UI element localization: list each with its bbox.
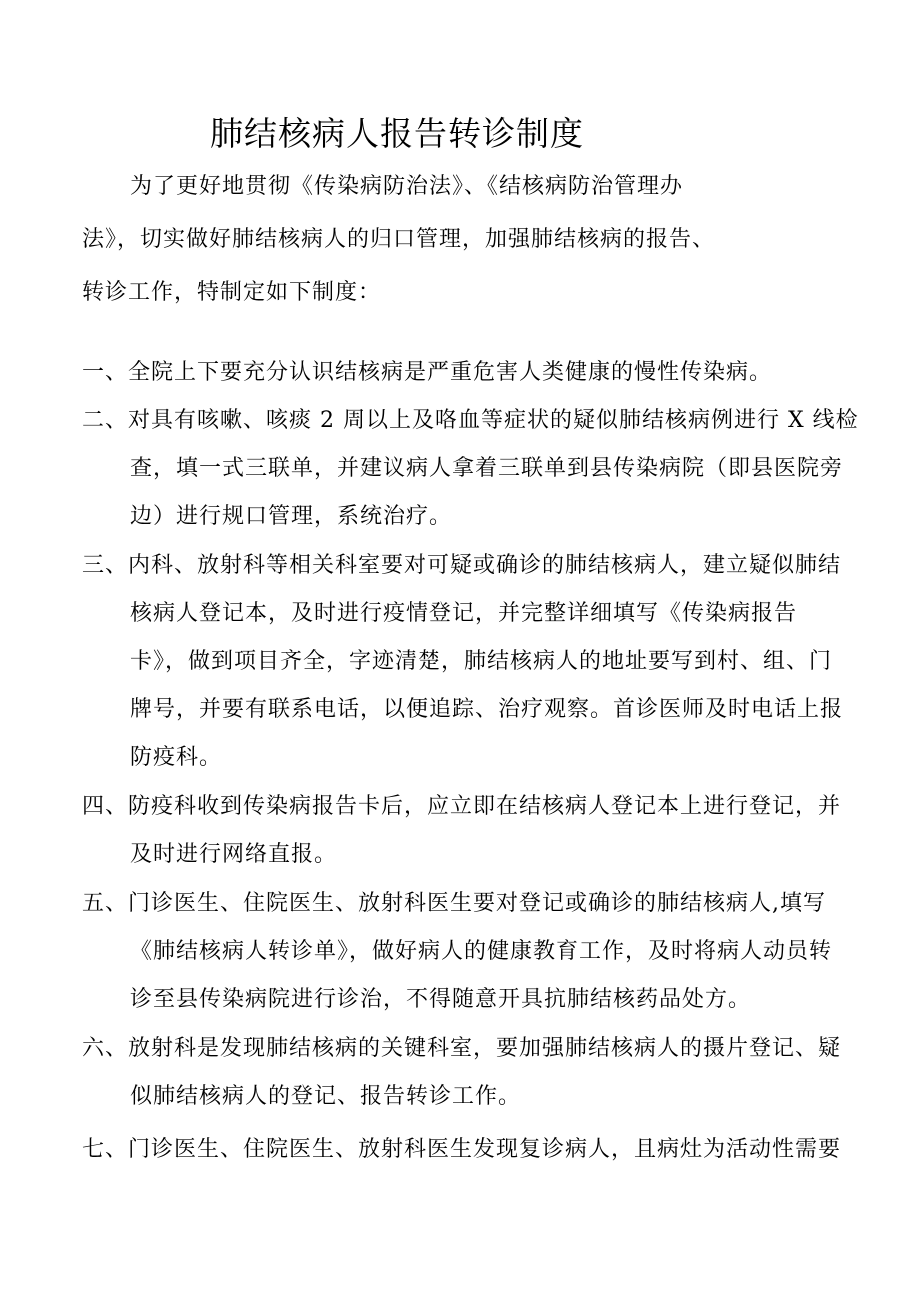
- rule-item-1-line-1: 一、全院上下要充分认识结核病是严重危害人类健康的慢性传染病。: [82, 360, 773, 385]
- document-title: 肺结核病人报告转诊制度: [210, 114, 584, 153]
- rule-item-6-line-2: 似肺结核病人的登记、报告转诊工作。: [130, 1084, 522, 1109]
- rule-item-5-line-1: 五、门诊医生、住院医生、放射科医生要对登记或确诊的肺结核病人,填写: [82, 891, 826, 916]
- rule-item-2-line-2: 查，填一式三联单，并建议病人拿着三联单到县传染病院（即县医院旁: [130, 456, 844, 481]
- rule-item-3-line-4: 牌号，并要有联系电话，以便追踪、治疗观察。首诊医师及时电话上报: [130, 697, 844, 722]
- intro-line-1: 为了更好地贯彻《传染病防治法》、《结核病防治管理办: [130, 174, 684, 199]
- rule-item-2-line-3: 边）进行规口管理，系统治疗。: [130, 504, 453, 529]
- intro-line-3: 转诊工作，特制定如下制度：: [82, 280, 382, 305]
- rule-item-5-line-3: 诊至县传染病院进行诊治，不得随意开具抗肺结核药品处方。: [130, 987, 752, 1012]
- rule-item-6-line-1: 六、放射科是发现肺结核病的关键科室，要加强肺结核病人的摄片登记、疑: [82, 1036, 842, 1061]
- rule-item-5-line-2: 《肺结核病人转诊单》，做好病人的健康教育工作，及时将病人动员转: [130, 939, 833, 964]
- rule-item-3-line-1: 三、内科、放射科等相关科室要对可疑或确诊的肺结核病人，建立疑似肺结: [82, 553, 842, 578]
- rule-item-3-line-5: 防疫科。: [130, 745, 223, 770]
- rule-item-3-line-2: 核病人登记本，及时进行疫情登记，并完整详细填写《传染病报告: [130, 601, 798, 626]
- intro-line-2: 法》，切实做好肺结核病人的归口管理，加强肺结核病的报告、: [82, 227, 716, 252]
- rule-item-7-line-1: 七、门诊医生、住院医生、放射科医生发现复诊病人，且病灶为活动性需要: [82, 1137, 842, 1162]
- rule-item-2-line-1: 二、对具有咳嗽、咳痰 2 周以上及咯血等症状的疑似肺结核病例进行 X 线检: [82, 408, 859, 433]
- rule-item-4-line-2: 及时进行网络直报。: [130, 842, 338, 867]
- rule-item-4-line-1: 四、防疫科收到传染病报告卡后，应立即在结核病人登记本上进行登记，并: [82, 794, 842, 819]
- rule-item-3-line-3: 卡》，做到项目齐全，字迹清楚，肺结核病人的地址要写到村、组、门: [130, 649, 833, 674]
